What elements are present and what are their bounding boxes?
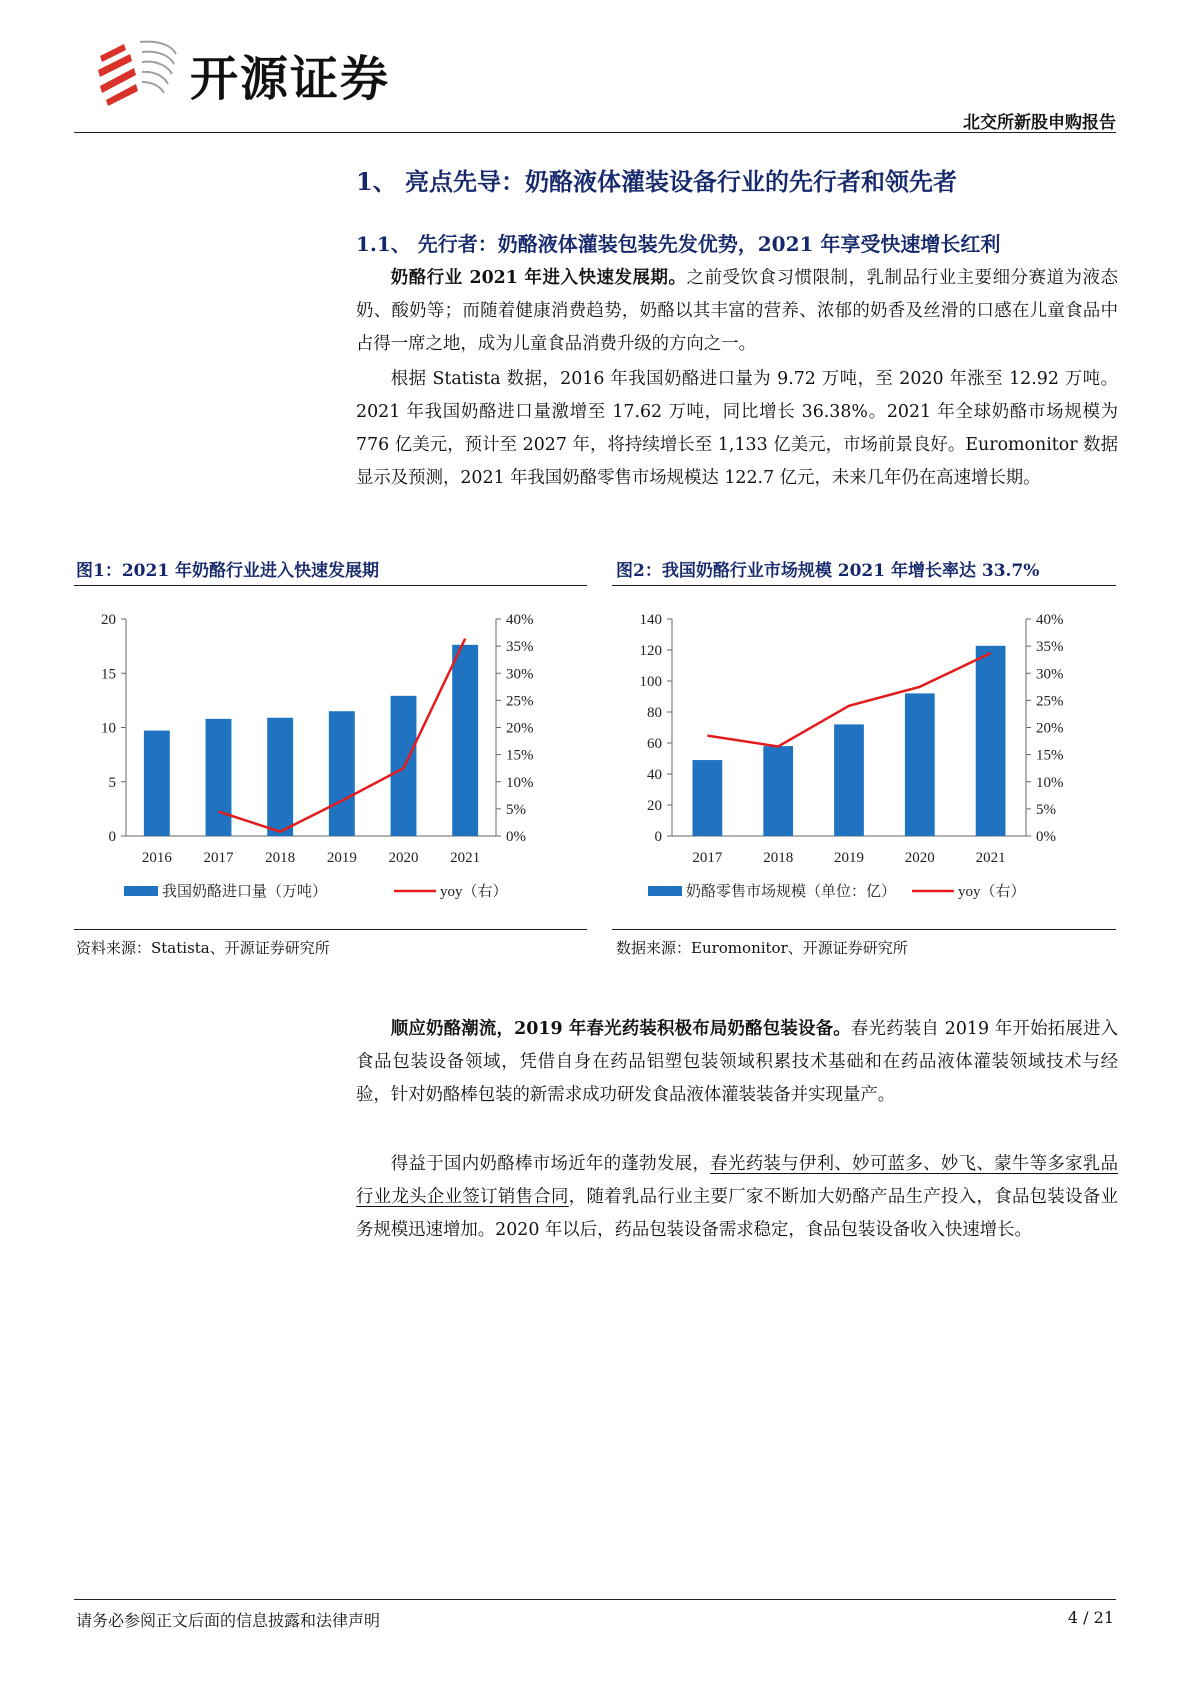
left-tick-label: 140 bbox=[639, 612, 662, 628]
paragraph-3 bbox=[356, 1013, 1118, 1112]
left-tick-label: 20 bbox=[647, 798, 662, 814]
footer-disclaimer: 请务必参阅正文后面的信息披露和法律声明 bbox=[76, 1611, 381, 1630]
bar-2019 bbox=[834, 724, 864, 836]
legend-line-label: yoy（右） bbox=[440, 884, 508, 900]
right-tick-label: 35% bbox=[1036, 639, 1064, 656]
left-tick-label: 0 bbox=[108, 829, 116, 845]
paragraph-4 bbox=[356, 1148, 1118, 1247]
right-tick-label: 0% bbox=[1036, 829, 1056, 845]
brand-name: 开源证券 bbox=[190, 51, 391, 107]
bar-2018 bbox=[763, 746, 793, 836]
left-tick-label: 100 bbox=[639, 674, 662, 690]
right-tick-label: 15% bbox=[1036, 747, 1064, 764]
right-tick-label: 15% bbox=[506, 747, 534, 764]
x-tick-label: 2020 bbox=[904, 850, 935, 866]
x-tick-label: 2020 bbox=[388, 850, 419, 866]
figure-1-title: 图1：2021 年奶酪行业进入快速发展期 bbox=[76, 561, 380, 581]
bar-2017 bbox=[693, 760, 723, 836]
figure-1-bottom-rule bbox=[74, 929, 587, 930]
paragraph-1-body: 之前受饮食习惯限制，乳制品行业主要细分赛道为液态奶、酸奶等；而随着健康消费趋势，奶酪以其丰富的营养、浓郁的奶香及丝滑的口感在儿童食品中占得一席之地，成为儿童食品消费升级的方向之一。 bbox=[356, 268, 1118, 354]
right-tick-label: 20% bbox=[506, 720, 534, 737]
figure-1-top-rule bbox=[74, 585, 587, 586]
paragraph-1-lead: 奶酪行业 2021 年进入快速发展期。 bbox=[390, 268, 687, 288]
right-tick-label: 20% bbox=[1036, 720, 1064, 737]
paragraph-2-body: 根据 Statista 数据，2016 年我国奶酪进口量为 9.72 万吨，至 2020 年涨至 12.92 万吨。2021 年我国奶酪进口量激增至 17.62 万吨，同比增长 36.38%。2021 年全球奶酪市场规模为 776 亿美元，预计至 2027 年，将持续增长至 1,133 亿美元，市场前景良好。Euromonitor 数据显示及预测，2021 年我国奶酪零售市场规模达 122.7 亿元，未来几年仍在高速增长期。 bbox=[356, 369, 1118, 488]
x-tick-label: 2018 bbox=[265, 850, 296, 866]
legend-bar-swatch bbox=[124, 886, 158, 896]
legend-bar-swatch bbox=[648, 886, 682, 896]
x-tick-label: 2019 bbox=[326, 850, 357, 866]
paragraph-3-body: 春光药装自 2019 年开始拓展进入食品包装设备领域，凭借自身在药品铝塑包装领域积累技术基础和在药品液体灌装领域技术与经验，针对奶酪棒包装的新需求成功研发食品液体灌装装备并实现量产。 bbox=[356, 1019, 1118, 1105]
bar-2017 bbox=[206, 719, 232, 836]
x-tick-label: 2021 bbox=[975, 850, 1006, 866]
x-tick-label: 2019 bbox=[834, 850, 864, 866]
figure-2-title: 图2：我国奶酪行业市场规模 2021 年增长率达 33.7% bbox=[616, 561, 1040, 581]
paragraph-3-lead: 顺应奶酪潮流，2019 年春光药装积极布局奶酪包装设备。 bbox=[390, 1019, 851, 1039]
right-tick-label: 5% bbox=[506, 801, 526, 818]
right-tick-label: 25% bbox=[506, 693, 534, 710]
figure-2-top-rule bbox=[612, 585, 1116, 586]
left-tick-label: 20 bbox=[101, 612, 116, 628]
left-tick-label: 80 bbox=[647, 705, 662, 721]
header-divider bbox=[74, 132, 1116, 133]
figure-2-bottom-rule bbox=[612, 929, 1116, 930]
legend-bar-label: 奶酪零售市场规模（单位：亿） bbox=[686, 884, 897, 900]
right-tick-label: 30% bbox=[506, 666, 534, 683]
footer-divider bbox=[74, 1599, 1116, 1600]
bar-2019 bbox=[329, 711, 355, 836]
paragraph-4-lead: 得益于国内奶酪棒市场近年的蓬勃发展， bbox=[390, 1154, 711, 1174]
x-tick-label: 2018 bbox=[763, 850, 794, 866]
paragraph-4-body: ，随着乳品行业主要厂家不断加大奶酪产品生产投入，食品包装设备业务规模迅速增加。2020 年以后，药品包装设备需求稳定，食品包装设备收入快速增长。 bbox=[356, 1187, 1118, 1240]
right-tick-label: 40% bbox=[1036, 612, 1064, 628]
report-type: 北交所新股申购报告 bbox=[963, 113, 1116, 133]
left-tick-label: 60 bbox=[647, 736, 662, 752]
x-tick-label: 2017 bbox=[203, 850, 234, 866]
subsection-heading: 1.1、 先行者：奶酪液体灌装包装先发优势，2021 年享受快速增长红利 bbox=[356, 232, 1001, 256]
left-tick-label: 40 bbox=[647, 767, 662, 783]
paragraph-4-underlined: 春光药装与伊利、妙可蓝多、妙飞、蒙牛等多家乳品行业龙头企业签订销售合同 bbox=[356, 1154, 1118, 1207]
brand-logo-icon bbox=[96, 36, 186, 106]
section-heading: 1、 亮点先导：奶酪液体灌装设备行业的先行者和领先者 bbox=[356, 167, 958, 196]
bar-2020 bbox=[905, 693, 935, 836]
chart-1 bbox=[74, 596, 587, 926]
figure-1-source: 资料来源：Statista、开源证券研究所 bbox=[76, 939, 330, 957]
right-tick-label: 5% bbox=[1036, 801, 1056, 818]
left-tick-label: 0 bbox=[654, 829, 662, 845]
legend-line-label: yoy（右） bbox=[958, 884, 1026, 900]
legend-bar-label: 我国奶酪进口量（万吨） bbox=[162, 884, 328, 900]
right-tick-label: 10% bbox=[1036, 774, 1064, 791]
left-tick-label: 120 bbox=[639, 643, 662, 659]
right-tick-label: 40% bbox=[506, 612, 534, 628]
x-tick-label: 2021 bbox=[450, 850, 481, 866]
bar-2016 bbox=[144, 731, 170, 836]
right-tick-label: 0% bbox=[506, 829, 526, 845]
page-number: 4 / 21 bbox=[1067, 1608, 1114, 1627]
bar-2018 bbox=[267, 718, 293, 836]
x-tick-label: 2016 bbox=[141, 850, 172, 866]
paragraph-1 bbox=[356, 262, 1118, 361]
right-tick-label: 25% bbox=[1036, 693, 1064, 710]
right-tick-label: 35% bbox=[506, 639, 534, 656]
right-tick-label: 30% bbox=[1036, 666, 1064, 683]
left-tick-label: 5 bbox=[108, 774, 116, 791]
chart-2 bbox=[612, 596, 1116, 926]
bar-2021 bbox=[976, 646, 1006, 836]
figure-2-source: 数据来源：Euromonitor、开源证券研究所 bbox=[616, 939, 908, 957]
paragraph-2 bbox=[356, 363, 1118, 495]
x-tick-label: 2017 bbox=[692, 850, 723, 866]
left-tick-label: 10 bbox=[101, 720, 116, 737]
left-tick-label: 15 bbox=[101, 666, 116, 683]
bar-2021 bbox=[452, 645, 478, 836]
right-tick-label: 10% bbox=[506, 774, 534, 791]
